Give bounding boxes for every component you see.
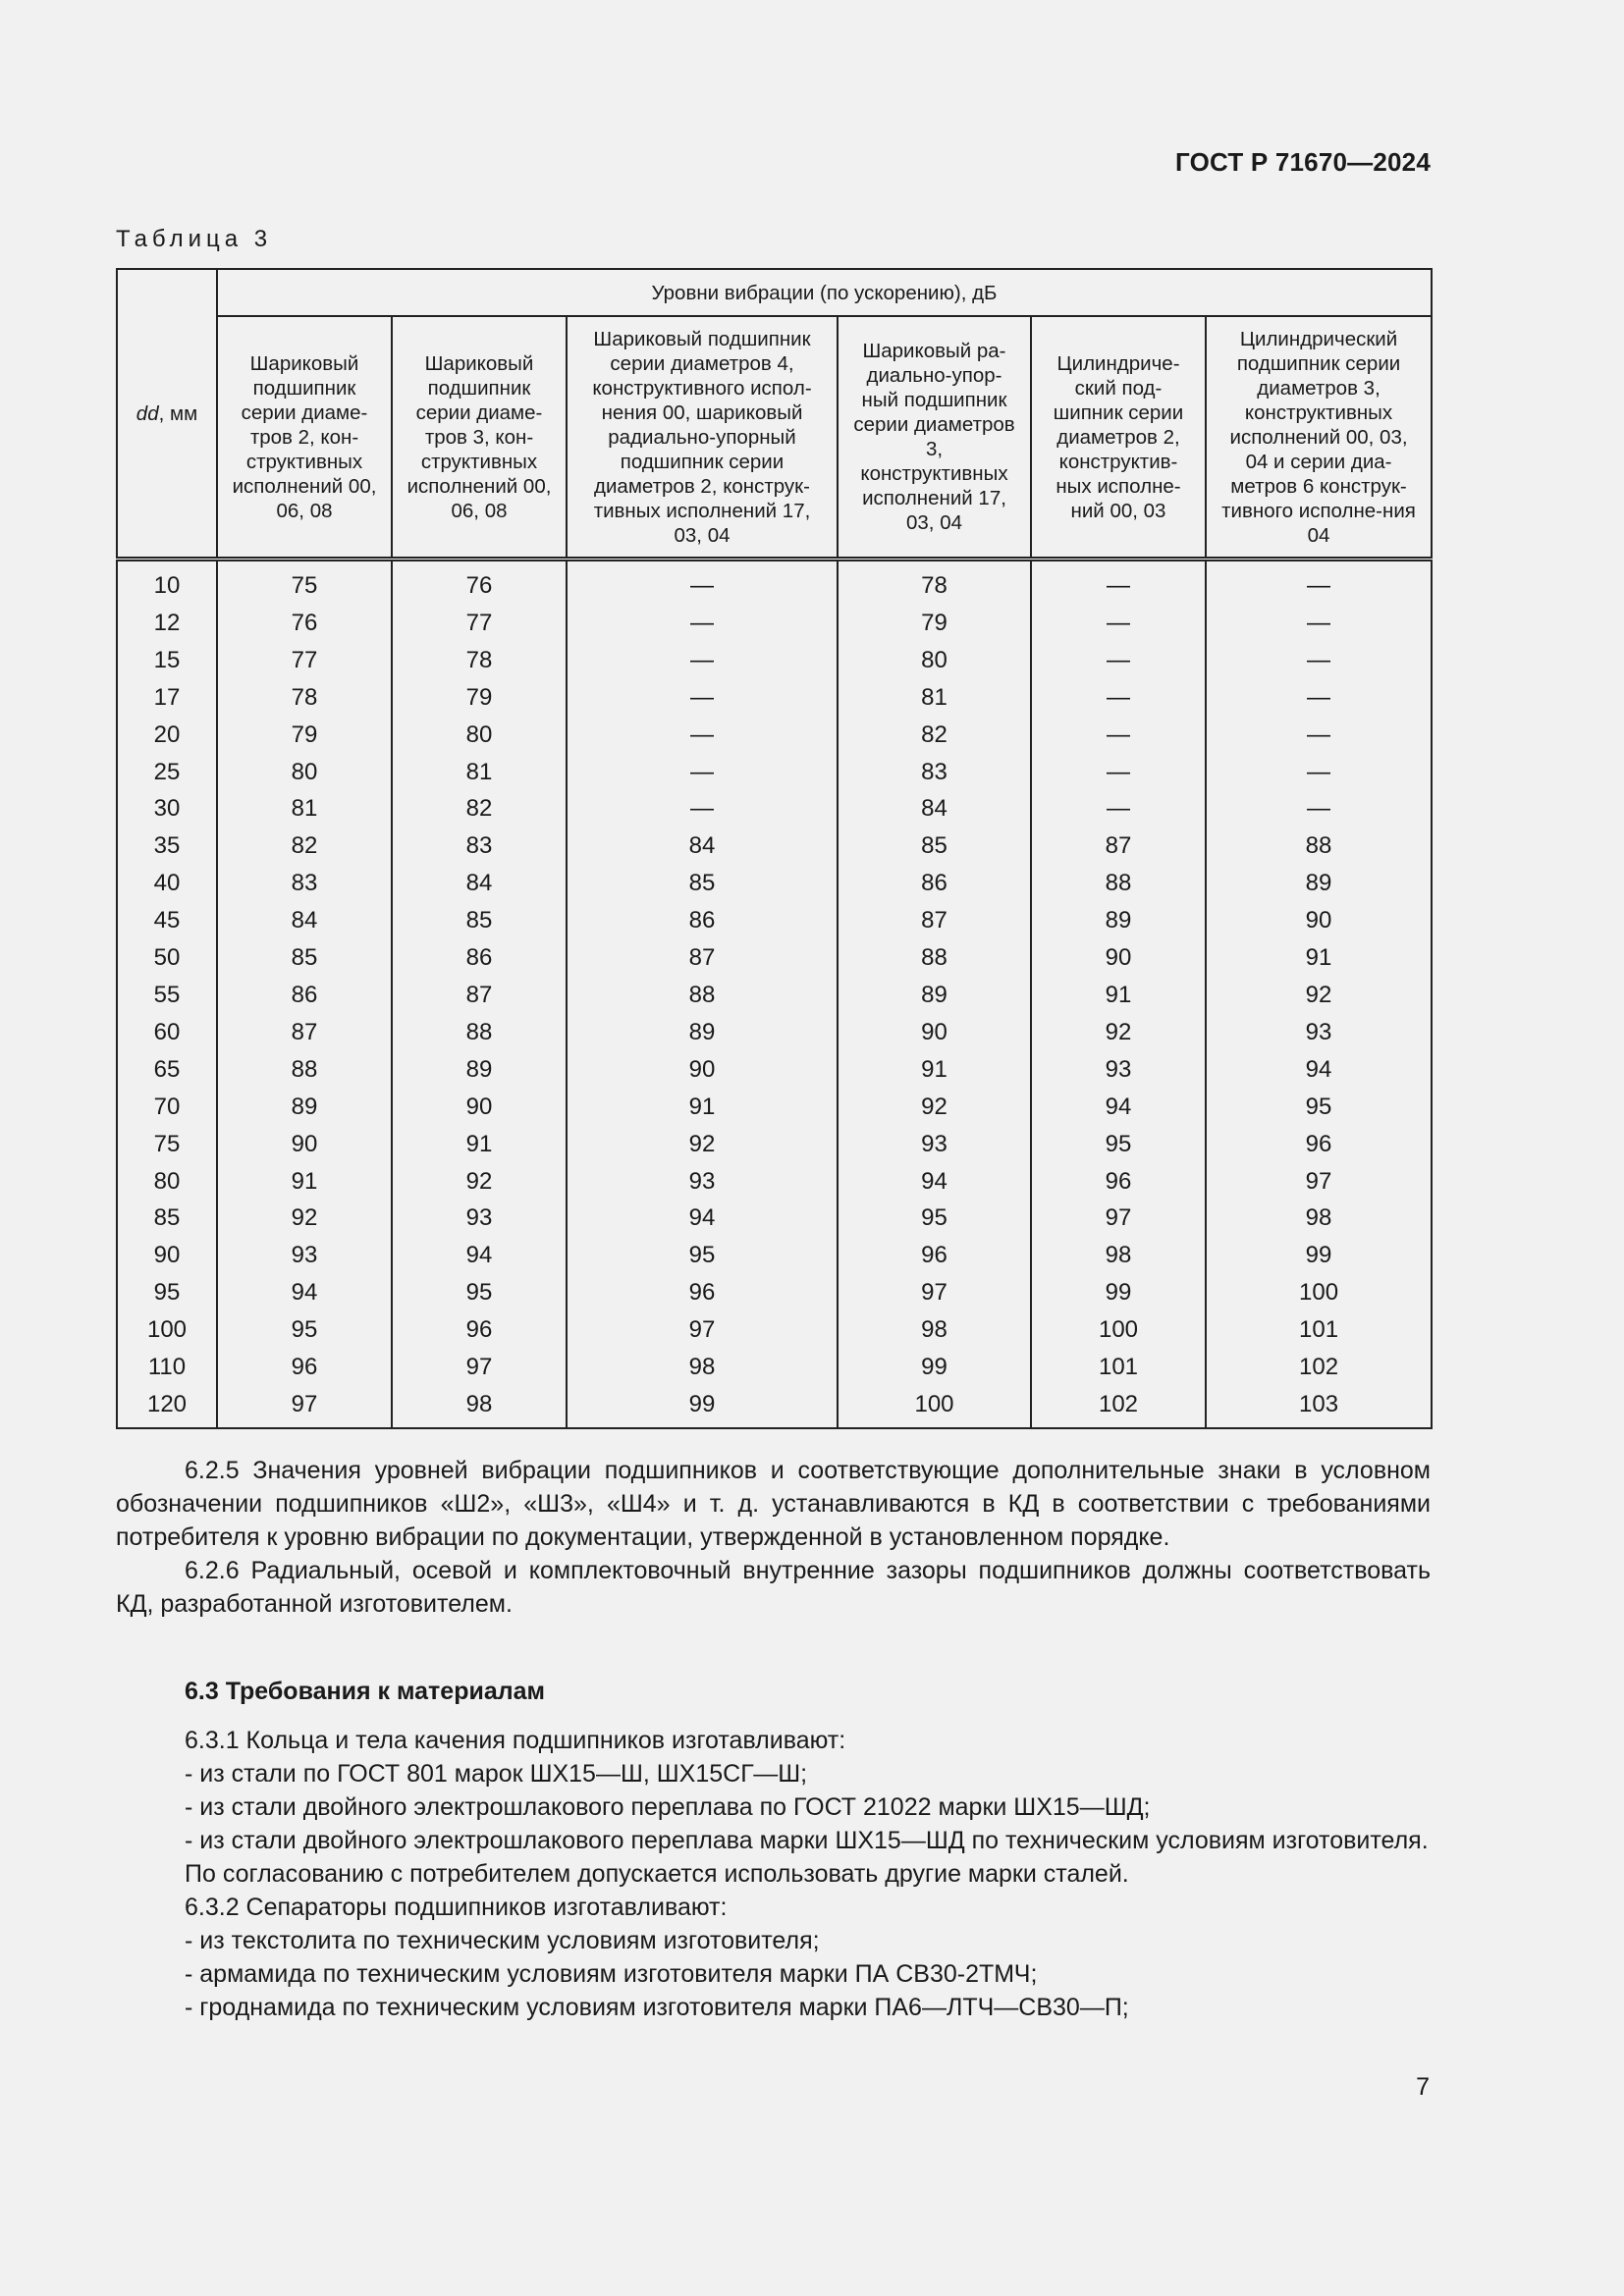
table-cell: 96 (1031, 1163, 1206, 1201)
dd-cell: 90 (117, 1237, 217, 1274)
table-cell: 91 (1031, 977, 1206, 1014)
table-cell: 83 (392, 828, 567, 865)
table-cell: 97 (392, 1349, 567, 1386)
table-cell: 95 (1206, 1089, 1432, 1126)
table-row (117, 1200, 1432, 1237)
table-cell: 76 (392, 560, 567, 605)
table-cell: — (1031, 560, 1206, 605)
table-cell: — (567, 754, 838, 791)
table-row (117, 1311, 1432, 1349)
table-cell: 84 (392, 865, 567, 902)
table-cell: 98 (1206, 1200, 1432, 1237)
table-cell: 87 (567, 939, 838, 977)
table-row (117, 1126, 1432, 1163)
table-cell: 99 (567, 1386, 838, 1428)
table-cell: 78 (838, 560, 1031, 605)
table-caption: Таблица 3 (116, 226, 273, 252)
dd-symbol: dd (135, 401, 159, 425)
table-cell: 91 (217, 1163, 392, 1201)
table-cell: 91 (392, 1126, 567, 1163)
table-cell: 91 (567, 1089, 838, 1126)
table-row (117, 790, 1432, 828)
table-cell: 85 (838, 828, 1031, 865)
table-cell: 94 (567, 1200, 838, 1237)
group-header: Уровни вибрации (по ускорению), дБ (217, 269, 1432, 316)
table-cell: 89 (567, 1014, 838, 1051)
table-row (117, 1163, 1432, 1201)
table-cell: 89 (1031, 902, 1206, 939)
dd-cell: 65 (117, 1051, 217, 1089)
table-cell: 84 (567, 828, 838, 865)
table-row (117, 1089, 1432, 1126)
paragraph-6-2-6: 6.2.6 Радиальный, осевой и комплектовочный внутренние зазоры подшипников должны соответствовать КД, разработанной изготовителем. (116, 1557, 1431, 1618)
table-cell: 79 (392, 679, 567, 717)
table-cell: — (1031, 679, 1206, 717)
table-cell: — (1031, 605, 1206, 642)
table-cell: — (1031, 717, 1206, 754)
table-cell: 77 (392, 605, 567, 642)
column-header: Шариковый подшипник серии диаметров 4, конструктивного испол-нения 00, шариковый радиально-упорный подшипник серии диаметров 2, конструк-тивных исполнений 17, 03, 04 (567, 316, 838, 560)
list-item: - из стали двойного электрошлакового переплава по ГОСТ 21022 марки ШХ15—ШД; (185, 1793, 1151, 1821)
table-cell: 93 (392, 1200, 567, 1237)
table-cell: 102 (1031, 1386, 1206, 1428)
column-header: Шариковый подшипник серии диаме-тров 3, кон-структивных исполнений 00, 06, 08 (392, 316, 567, 560)
table-cell: 92 (567, 1126, 838, 1163)
table-cell: 93 (1206, 1014, 1432, 1051)
table-row (117, 1014, 1432, 1051)
table-cell: 87 (392, 977, 567, 1014)
table-cell: 97 (217, 1386, 392, 1428)
table-cell: 88 (1031, 865, 1206, 902)
table-cell: 82 (838, 717, 1031, 754)
table-row (117, 754, 1432, 791)
table-cell: 99 (1206, 1237, 1432, 1274)
table-cell: 87 (217, 1014, 392, 1051)
table-cell: 85 (217, 939, 392, 977)
table-cell: 90 (838, 1014, 1031, 1051)
table-cell: 93 (567, 1163, 838, 1201)
table-cell: 91 (838, 1051, 1031, 1089)
dd-cell: 10 (117, 560, 217, 605)
table-cell: — (567, 642, 838, 679)
table-cell: — (1206, 679, 1432, 717)
table-cell: 96 (567, 1274, 838, 1311)
table-cell: 99 (838, 1349, 1031, 1386)
table-cell: 93 (838, 1126, 1031, 1163)
table-cell: — (567, 717, 838, 754)
table-cell: 78 (217, 679, 392, 717)
document-code: ГОСТ Р 71670—2024 (1175, 147, 1431, 177)
table-cell: 81 (217, 790, 392, 828)
table-cell: 92 (1031, 1014, 1206, 1051)
list-item: - из стали двойного электрошлакового переплава марки ШХ15—ШД по техническим условиям изготовителя. (185, 1827, 1429, 1854)
table-cell: 95 (392, 1274, 567, 1311)
table-cell: 93 (1031, 1051, 1206, 1089)
table-cell: — (567, 679, 838, 717)
table-cell: 90 (567, 1051, 838, 1089)
table-cell: 77 (217, 642, 392, 679)
table-row (117, 717, 1432, 754)
table-row (117, 679, 1432, 717)
table-cell: — (1031, 754, 1206, 791)
dd-cell: 80 (117, 1163, 217, 1201)
table-cell: 85 (392, 902, 567, 939)
table-cell: 83 (838, 754, 1031, 791)
column-header-dd (117, 269, 217, 560)
table-row (117, 865, 1432, 902)
table-cell: 89 (217, 1089, 392, 1126)
page-number: 7 (1416, 2073, 1430, 2101)
dd-cell: 30 (117, 790, 217, 828)
table-cell: 94 (392, 1237, 567, 1274)
table-cell: 87 (1031, 828, 1206, 865)
dd-cell: 45 (117, 902, 217, 939)
list-item: - из текстолита по техническим условиям изготовителя; (185, 1927, 820, 1954)
dd-cell: 12 (117, 605, 217, 642)
dd-cell: 70 (117, 1089, 217, 1126)
table-cell: 76 (217, 605, 392, 642)
table-cell: 78 (392, 642, 567, 679)
column-header: Шариковый ра-диально-упор-ный подшипник серии диаметров 3, конструктивных исполнений 17, 03, 04 (838, 316, 1031, 560)
dd-cell: 25 (117, 754, 217, 791)
table-cell: 94 (1031, 1089, 1206, 1126)
table-cell: 90 (1206, 902, 1432, 939)
table-cell: 100 (1031, 1311, 1206, 1349)
table-cell: 80 (838, 642, 1031, 679)
paragraph-6-2-5: 6.2.5 Значения уровней вибрации подшипников и соответствующие дополнительные знаки в условном обозначении подшипников «Ш2», «Ш3», «Ш4» и т. д. устанавливаются в КД в соответствии с требованиями потребителя к уровню вибрации по документации, утвержденной в установленном порядке. (116, 1457, 1431, 1551)
table-row (117, 560, 1432, 605)
table-cell: 80 (217, 754, 392, 791)
column-header: Цилиндрический подшипник серии диаметров 3, конструктивных исполнений 00, 03, 04 и серии диа-метров 6 конструк-тивного исполне-ния 04 (1206, 316, 1432, 560)
table-cell: 99 (1031, 1274, 1206, 1311)
dd-cell: 15 (117, 642, 217, 679)
table-row (117, 1349, 1432, 1386)
table-cell: 93 (217, 1237, 392, 1274)
table-cell: 95 (838, 1200, 1031, 1237)
table-cell: 100 (1206, 1274, 1432, 1311)
table-row (117, 902, 1432, 939)
table-cell: 101 (1206, 1311, 1432, 1349)
table-cell: 92 (1206, 977, 1432, 1014)
table-cell: 98 (838, 1311, 1031, 1349)
table-cell: 86 (392, 939, 567, 977)
table-cell: 83 (217, 865, 392, 902)
table-cell: — (567, 790, 838, 828)
table-cell: 97 (1206, 1163, 1432, 1201)
dd-cell: 60 (117, 1014, 217, 1051)
list-item: - армамида по техническим условиям изготовителя марки ПА СВ30-2ТМЧ; (185, 1960, 1038, 1988)
table-cell: 96 (392, 1311, 567, 1349)
table-cell: 90 (392, 1089, 567, 1126)
table-cell: 88 (1206, 828, 1432, 865)
dd-unit: , мм (158, 401, 198, 425)
table-cell: — (1206, 560, 1432, 605)
table-cell: 75 (217, 560, 392, 605)
table-cell: 88 (392, 1014, 567, 1051)
dd-cell: 75 (117, 1126, 217, 1163)
table-cell: 96 (1206, 1126, 1432, 1163)
table-row (117, 1237, 1432, 1274)
dd-cell: 50 (117, 939, 217, 977)
dd-cell: 55 (117, 977, 217, 1014)
dd-cell: 17 (117, 679, 217, 717)
dd-cell: 35 (117, 828, 217, 865)
table-cell: — (1206, 754, 1432, 791)
table-row (117, 1051, 1432, 1089)
table-cell: 102 (1206, 1349, 1432, 1386)
table-cell: — (567, 560, 838, 605)
table-cell: 98 (567, 1349, 838, 1386)
table-cell: 84 (217, 902, 392, 939)
table-cell: 82 (217, 828, 392, 865)
table-body (117, 560, 1432, 1428)
text-block-6-2 (116, 1454, 1431, 1621)
table-cell: 88 (217, 1051, 392, 1089)
dd-cell: 85 (117, 1200, 217, 1237)
table-cell: 96 (217, 1349, 392, 1386)
table-cell: — (1206, 605, 1432, 642)
table-cell: — (1031, 642, 1206, 679)
table-cell: — (1206, 642, 1432, 679)
dd-cell: 95 (117, 1274, 217, 1311)
table-cell: 80 (392, 717, 567, 754)
vibration-table (116, 268, 1433, 1429)
table-cell: — (1206, 790, 1432, 828)
text-block-6-3 (116, 1675, 1431, 2024)
table-cell: 86 (217, 977, 392, 1014)
table-cell: 90 (1031, 939, 1206, 977)
table-cell: 89 (392, 1051, 567, 1089)
table-cell: 79 (217, 717, 392, 754)
table-row (117, 828, 1432, 865)
table-cell: 94 (1206, 1051, 1432, 1089)
table-cell: 97 (1031, 1200, 1206, 1237)
table-cell: 101 (1031, 1349, 1206, 1386)
paragraph-6-3-1: 6.3.1 Кольца и тела качения подшипников изготавливают: (185, 1727, 846, 1754)
table-cell: 97 (838, 1274, 1031, 1311)
table-cell: 89 (838, 977, 1031, 1014)
table-cell: — (567, 605, 838, 642)
table-cell: 95 (217, 1311, 392, 1349)
paragraph-6-3-2: 6.3.2 Сепараторы подшипников изготавливают: (185, 1894, 728, 1921)
table-cell: 86 (838, 865, 1031, 902)
table-cell: 88 (838, 939, 1031, 977)
table-row (117, 642, 1432, 679)
dd-cell: 20 (117, 717, 217, 754)
table-cell: 87 (838, 902, 1031, 939)
dd-cell: 120 (117, 1386, 217, 1428)
table-cell: 85 (567, 865, 838, 902)
table-cell: 96 (838, 1237, 1031, 1274)
table-cell: 92 (392, 1163, 567, 1201)
table-cell: 81 (392, 754, 567, 791)
table-cell: 79 (838, 605, 1031, 642)
table-row (117, 1386, 1432, 1428)
table-cell: 97 (567, 1311, 838, 1349)
table-cell: 89 (1206, 865, 1432, 902)
table-cell: — (1031, 790, 1206, 828)
table-row (117, 605, 1432, 642)
table-cell: 90 (217, 1126, 392, 1163)
table-cell: 81 (838, 679, 1031, 717)
table-cell: 88 (567, 977, 838, 1014)
list-item: - гроднамида по техническим условиям изготовителя марки ПА6—ЛТЧ—СВ30—П; (185, 1994, 1129, 2021)
paragraph-agreement: По согласованию с потребителем допускается использовать другие марки сталей. (185, 1860, 1129, 1888)
dd-cell: 100 (117, 1311, 217, 1349)
table-cell: 100 (838, 1386, 1031, 1428)
table-row (117, 939, 1432, 977)
dd-cell: 110 (117, 1349, 217, 1386)
column-header: Цилиндриче-ский под-шипник серии диаметров 2, конструктив-ных исполне-ний 00, 03 (1031, 316, 1206, 560)
table-cell: 86 (567, 902, 838, 939)
table-row (117, 1274, 1432, 1311)
list-item: - из стали по ГОСТ 801 марок ШХ15—Ш, ШХ15СГ—Ш; (185, 1760, 808, 1788)
section-heading: 6.3 Требования к материалам (185, 1678, 546, 1705)
table-cell: 94 (217, 1274, 392, 1311)
table-cell: 94 (838, 1163, 1031, 1201)
table-cell: 98 (392, 1386, 567, 1428)
table-cell: 98 (1031, 1237, 1206, 1274)
table-cell: 95 (567, 1237, 838, 1274)
table-row (117, 977, 1432, 1014)
column-header: Шариковый подшипник серии диаме-тров 2, кон-структивных исполнений 00, 06, 08 (217, 316, 392, 560)
table-cell: 84 (838, 790, 1031, 828)
table-cell: 92 (217, 1200, 392, 1237)
table-cell: 95 (1031, 1126, 1206, 1163)
table-cell: 92 (838, 1089, 1031, 1126)
table-cell: 103 (1206, 1386, 1432, 1428)
table-cell: — (1206, 717, 1432, 754)
dd-cell: 40 (117, 865, 217, 902)
table-cell: 91 (1206, 939, 1432, 977)
table-cell: 82 (392, 790, 567, 828)
